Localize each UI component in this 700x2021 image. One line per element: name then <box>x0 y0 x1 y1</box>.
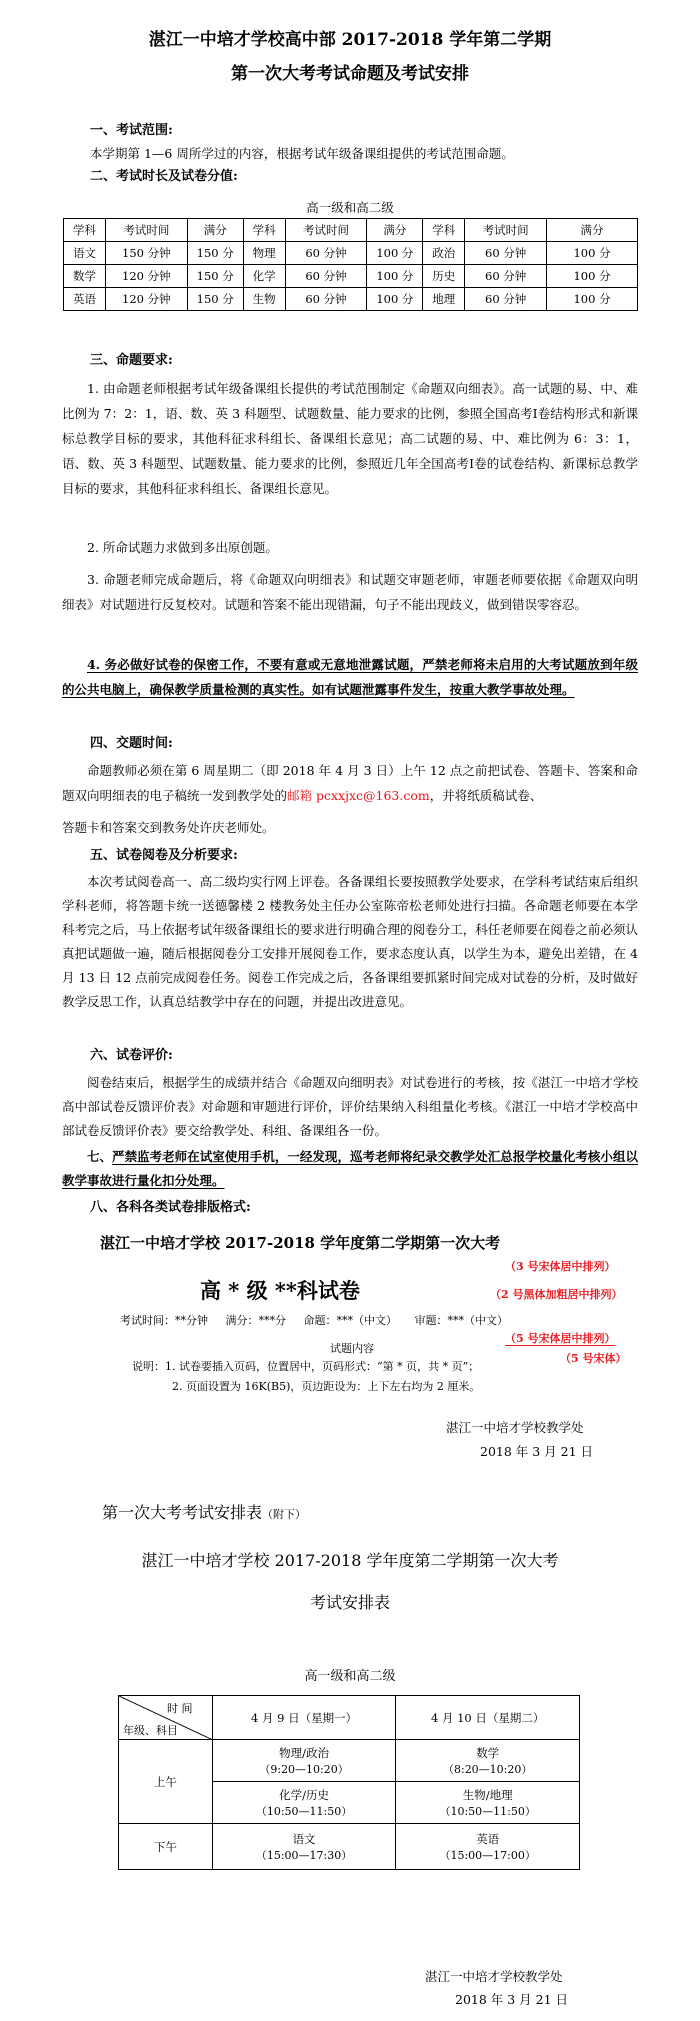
table1-header: 考试时间 <box>285 219 367 242</box>
table-cell: 60 分钟 <box>285 242 367 265</box>
day1-header: 4 月 9 日（星期一） <box>212 1696 396 1740</box>
table-cell: 物理 <box>243 242 285 265</box>
sec8-heading: 八、各科各类试卷排版格式: <box>90 1200 251 1215</box>
sec6-heading: 六、试卷评价: <box>90 1048 173 1063</box>
cell-time: （9:20—10:20） <box>259 1762 349 1776</box>
table-cell: 120 分钟 <box>105 265 187 288</box>
corner-grade-label: 年级、科目 <box>123 1724 178 1737</box>
table-cell: 60 分钟 <box>465 242 547 265</box>
corner-time-label: 时 间 <box>167 1702 193 1715</box>
table-cell: 120 分钟 <box>105 288 187 311</box>
sec7-text: 严禁监考老师在试室使用手机，一经发现，巡考老师将纪录交教学处汇总报学校量化考核小组以教学事故进行量化扣分处理。 <box>62 1149 638 1188</box>
sec1-heading: 一、考试范围: <box>90 123 173 138</box>
table-cell: 100 分 <box>367 288 423 311</box>
cell-time: （8:20—10:20） <box>442 1762 533 1776</box>
cell-subject: 英语 <box>476 1831 500 1846</box>
table-row <box>119 1740 580 1782</box>
table-cell: 100 分 <box>547 242 638 265</box>
table-row <box>119 1696 580 1740</box>
sample-note-3: （5 号宋体居中排列） <box>505 1332 616 1345</box>
sample-title: 湛江一中培才学校 2017-2018 学年度第二学期第一次大考 <box>100 1234 501 1252</box>
appendix-label-text: 第一次大考考试安排表 <box>102 1503 263 1522</box>
table-cell <box>212 1782 396 1824</box>
table-cell: 150 分 <box>187 265 243 288</box>
cell-time: （10:50—11:50） <box>255 1804 353 1818</box>
sample-desc-1: 说明：1. 试卷要插入页码，位置居中，页码形式：“第 * 页，共 * 页”； <box>132 1360 480 1373</box>
sec4-text <box>62 758 638 808</box>
day2-header: 4 月 10 日（星期二） <box>396 1696 580 1740</box>
appendix-label <box>102 1500 306 1523</box>
sec3-paragraph-1: 1. 由命题老师根据考试年级备课组长提供的考试范围制定《命题双向细表》。高一试题的易、中、难比例为 7：2：1，语、数、英 3 科题型、试题数量、能力要求的比例，参照全国高考Ⅰ卷结构形式和新课标总教学目标的要求，其他科征求科组长、备课组长意见；高二试题的易、中、难比例为 6：3：1，语、数、英 3 科题型、试题数量、能力要求的比例，参照近几年全国高考Ⅰ卷的试卷结构、新课标总教学目标的要求，其他科征求科组长、备课组长意见。 <box>62 381 638 496</box>
sec4-heading: 四、交题时间: <box>90 736 173 751</box>
sec7-paragraph <box>62 1145 638 1193</box>
table-cell: 60 分钟 <box>465 288 547 311</box>
table1-header: 考试时间 <box>105 219 187 242</box>
table1-header: 满分 <box>187 219 243 242</box>
sample-note-2: （2 号黑体加粗居中排列） <box>490 1288 623 1301</box>
table-cell: 化学 <box>243 265 285 288</box>
sec3-heading: 三、命题要求: <box>90 353 173 368</box>
cell-time: （15:00—17:30） <box>255 1848 353 1862</box>
exam-schedule-table <box>118 1695 580 1870</box>
signature-org-2: 湛江一中培才学校教学处 <box>425 1969 563 1984</box>
table-cell <box>212 1824 396 1870</box>
table1-header: 学科 <box>423 219 465 242</box>
table-row <box>64 242 638 265</box>
table-cell: 政治 <box>423 242 465 265</box>
pm-label: 下午 <box>119 1824 213 1870</box>
sec4-text-a: 命题教师必须在第 6 周星期二（即 2018 年 4 月 3 日）上午 12 点之前把试卷、答题卡、答案和命题双向明细表的电子稿统一发到教学处的 <box>62 763 638 803</box>
table-cell: 100 分 <box>547 265 638 288</box>
table-cell <box>396 1824 580 1870</box>
appendix-label-small: （附下） <box>262 1508 307 1521</box>
sec5-text: 本次考试阅卷高一、高二级均实行网上评卷。各备课组长要按照教学处要求，在学科考试结束后组织学科老师，将答题卡统一送德馨楼 2 楼教务处主任办公室陈帝松老师处进行扫描。各命题老师要在本学科考完之后，马上依据考试年级备课组长的要求进行明确合理的阅卷分工，科任老师要在阅卷之前必须认真把试题做一遍，随后根据阅卷分工安排开展阅卷工作，要求态度认真，以学生为本，避免出差错，在 4 月 13 日 12 点前完成阅卷任务。阅卷工作完成之后，各备课组要抓紧时间完成对试卷的分析，及时做好教学反思工作，认真总结教学中存在的问题，并提出改进意见。 <box>62 874 638 1009</box>
appendix-title-2: 考试安排表 <box>309 1593 390 1612</box>
table1-header: 学科 <box>64 219 106 242</box>
table-cell: 60 分钟 <box>285 288 367 311</box>
signature-org-1: 湛江一中培才学校教学处 <box>446 1420 584 1435</box>
table-cell: 150 分钟 <box>105 242 187 265</box>
am-label: 上午 <box>119 1740 213 1824</box>
cell-subject: 生物/地理 <box>462 1787 513 1802</box>
table-cell: 100 分 <box>547 288 638 311</box>
table-cell: 150 分 <box>187 242 243 265</box>
table-cell: 数学 <box>64 265 106 288</box>
exam-duration-table <box>63 218 638 311</box>
table-row <box>64 265 638 288</box>
email-link[interactable]: 邮箱 pcxxjxc@163.com <box>287 788 430 803</box>
sec3-paragraph-3: 3. 命题老师完成命题后，将《命题双向明细表》和试题交审题老师，审题老师要依据《命题双向明细表》对试题进行反复校对。试题和答案不能出现错漏，句子不能出现歧义，做到错误零容忍。 <box>62 572 638 612</box>
cell-time: （15:00—17:00） <box>439 1848 536 1862</box>
table-cell: 英语 <box>64 288 106 311</box>
sec4-text-c: 答题卡和答案交到教务处许庆老师处。 <box>62 820 275 835</box>
table1-header: 学科 <box>243 219 285 242</box>
cell-subject: 化学/历史 <box>279 1787 329 1802</box>
cell-time: （10:50—11:50） <box>439 1804 536 1818</box>
table-row <box>64 288 638 311</box>
table-cell <box>396 1740 580 1782</box>
cell-subject: 语文 <box>292 1831 316 1846</box>
sec3-paragraph-4: 4. 务必做好试卷的保密工作，不要有意或无意地泄露试题，严禁老师将未启用的大考试题放到年级的公共电脑上，确保教学质量检测的真实性。如有试题泄露事件发生，按重大教学事故处理。 <box>62 657 638 697</box>
sec4-text-b: ，并将纸质稿试卷、 <box>429 788 543 803</box>
sec3-paragraph-2: 2. 所命试题力求做到多出原创题。 <box>87 540 278 555</box>
appendix-table-caption: 高一级和高二级 <box>304 1669 396 1684</box>
doc-title-line1: 湛江一中培才学校高中部 2017-2018 学年第二学期 <box>148 30 552 50</box>
sample-subtitle: 试题内容 <box>330 1342 374 1355</box>
table-cell: 历史 <box>423 265 465 288</box>
table-cell: 150 分 <box>187 288 243 311</box>
table-cell: 100 分 <box>367 242 423 265</box>
signature-date-1: 2018 年 3 月 21 日 <box>480 1444 594 1459</box>
table1-caption: 高一级和高二级 <box>306 200 394 215</box>
table-cell: 100 分 <box>367 265 423 288</box>
table1-header-row <box>64 219 638 242</box>
corner-cell <box>119 1696 213 1740</box>
table1-header: 满分 <box>547 219 638 242</box>
table-cell: 60 分钟 <box>285 265 367 288</box>
sample-info: 考试时间：**分钟 满分：***分 命题：***（中文） 审题：***（中文） <box>120 1314 508 1327</box>
signature-date-2: 2018 年 3 月 21 日 <box>455 1992 569 2007</box>
cell-subject: 物理/政治 <box>279 1745 329 1760</box>
sample-note-4: （5 号宋体） <box>560 1352 627 1365</box>
table-cell <box>212 1740 396 1782</box>
table1-header: 考试时间 <box>465 219 547 242</box>
table-row <box>119 1824 580 1870</box>
table-cell: 语文 <box>64 242 106 265</box>
table-cell: 地理 <box>423 288 465 311</box>
cell-subject: 数学 <box>476 1745 500 1760</box>
sec2-heading: 二、考试时长及试卷分值: <box>90 169 238 184</box>
sec6-text: 阅卷结束后，根据学生的成绩并结合《命题双向细明表》对试卷进行的考核，按《湛江一中培才学校高中部试卷反馈评价表》对命题和审题进行评价，评价结果纳入科组量化考核。《湛江一中培才学校高中部试卷反馈评价表》要交给教学处、科组、备课组各一份。 <box>62 1075 638 1138</box>
table-cell <box>396 1782 580 1824</box>
appendix-title-1: 湛江一中培才学校 2017-2018 学年度第二学期第一次大考 <box>141 1551 559 1570</box>
sample-note-1: （3 号宋体居中排列） <box>505 1260 616 1273</box>
sec5-heading: 五、试卷阅卷及分析要求: <box>90 848 238 863</box>
table-cell: 60 分钟 <box>465 265 547 288</box>
sample-heading: 高 * 级 **科试卷 <box>200 1278 360 1303</box>
sample-desc-2: 2. 页面设置为 16K(B5)，页边距设为：上下左右均为 2 厘米。 <box>172 1380 481 1393</box>
table-cell: 生物 <box>243 288 285 311</box>
table1-header: 满分 <box>367 219 423 242</box>
sec7-heading: 七、 <box>87 1149 113 1164</box>
doc-title-line2: 第一次大考考试命题及考试安排 <box>231 64 469 84</box>
sec1-text: 本学期第 1—6 周所学过的内容，根据考试年级备课组提供的考试范围命题。 <box>90 146 514 161</box>
